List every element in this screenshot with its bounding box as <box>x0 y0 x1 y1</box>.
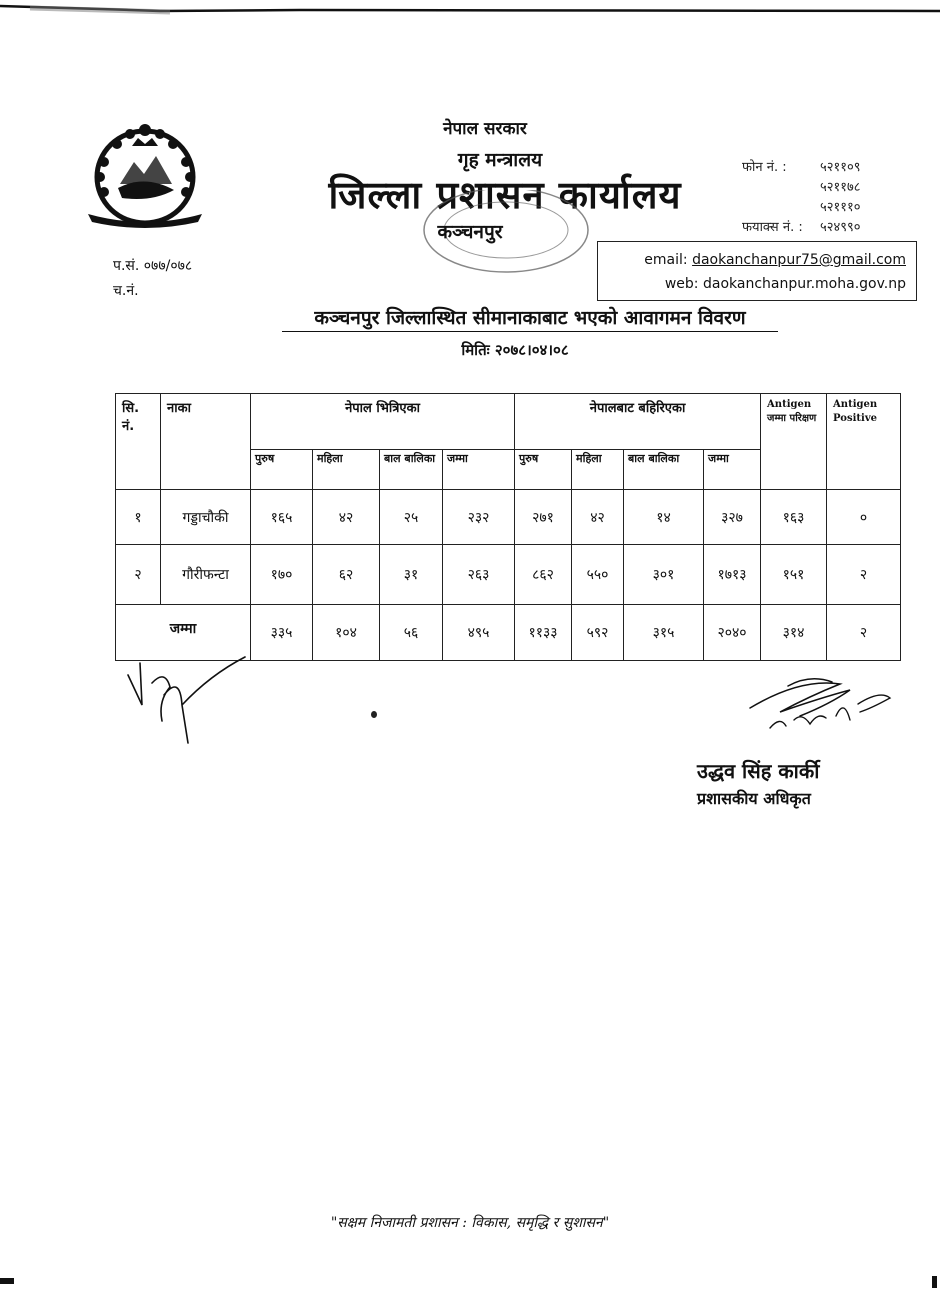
header-in-male: पुरुष <box>251 450 313 490</box>
header-out-female: महिला <box>572 450 624 490</box>
cell-in-female: ६२ <box>313 545 380 605</box>
email-line <box>644 252 906 268</box>
contact-info <box>742 158 861 238</box>
cell-in-female: ४२ <box>313 490 380 545</box>
cell-naka: गौरीफन्टा <box>161 545 251 605</box>
fax-row <box>742 218 861 238</box>
cell-in-children: २५ <box>380 490 443 545</box>
total-in-children: ५६ <box>380 605 443 661</box>
header-antigen-positive: Antigen Positive <box>827 394 901 490</box>
cell-antigen-positive: ० <box>827 490 901 545</box>
nepal-emblem-icon <box>82 122 208 228</box>
total-out-children: ३१५ <box>624 605 704 661</box>
cell-out-female: ४२ <box>572 490 624 545</box>
office-name: जिल्ला प्रशासन कार्यालय <box>328 172 682 217</box>
cell-in-total: २३२ <box>443 490 515 545</box>
total-antigen-total: ३१४ <box>761 605 827 661</box>
cell-naka: गड्डाचौकी <box>161 490 251 545</box>
handwritten-officer-signature <box>740 668 900 736</box>
ink-speck <box>371 711 377 718</box>
cell-out-children: ३०१ <box>624 545 704 605</box>
header-row <box>116 394 901 450</box>
total-in-male: ३३५ <box>251 605 313 661</box>
total-antigen-positive: २ <box>827 605 901 661</box>
cell-in-male: १६५ <box>251 490 313 545</box>
scan-edge-mark <box>0 1278 14 1284</box>
total-in-total: ४९५ <box>443 605 515 661</box>
cell-in-total: २६३ <box>443 545 515 605</box>
email-web-box <box>597 241 917 301</box>
header-sn: सि. नं. <box>116 394 161 490</box>
web-line <box>665 276 906 292</box>
dispatch-number: च.नं. <box>113 283 139 299</box>
cell-out-female: ५५० <box>572 545 624 605</box>
cell-in-male: १७० <box>251 545 313 605</box>
cell-out-total: १७१३ <box>704 545 761 605</box>
fiscal-year-reference: प.सं. ०७७/०७८ <box>113 258 193 274</box>
cell-out-male: ८६२ <box>515 545 572 605</box>
ministry-name: गृह मन्त्रालय <box>457 149 543 171</box>
cell-sn: १ <box>116 490 161 545</box>
phone-row <box>742 158 861 178</box>
fax-number: ५२४९९० <box>820 220 861 235</box>
phone-number: ५२११७८ <box>820 180 861 195</box>
scan-edge-rule <box>0 3 940 17</box>
footer-motto: "सक्षम निजामती प्रशासन : विकास, समृद्धि र सुशासन" <box>330 1215 610 1231</box>
cell-antigen-total: १६३ <box>761 490 827 545</box>
phone-number: ५२११०९ <box>820 160 861 175</box>
report-title: कञ्चनपुर जिल्लास्थित सीमानाकाबाट भएको आवागमन विवरण <box>282 304 778 332</box>
email-link[interactable]: daokanchanpur75@gmail.com <box>692 252 906 268</box>
fax-label: फयाक्स नं. : <box>742 220 803 235</box>
cell-antigen-total: १५१ <box>761 545 827 605</box>
email-label: email: <box>644 252 688 268</box>
total-out-female: ५९२ <box>572 605 624 661</box>
handwritten-initial-signature <box>120 655 250 750</box>
border-movement-table <box>115 393 901 661</box>
phone-row <box>742 198 861 218</box>
scan-edge-mark <box>932 1276 937 1288</box>
header-in-total: जम्मा <box>443 450 515 490</box>
table-row <box>116 490 901 545</box>
total-out-total: २०४० <box>704 605 761 661</box>
district-name: कञ्चनपुर <box>437 221 503 243</box>
officer-title: प्रशासकीय अधिकृत <box>697 789 811 808</box>
cell-out-children: १४ <box>624 490 704 545</box>
header-out-male: पुरुष <box>515 450 572 490</box>
cell-out-male: २७१ <box>515 490 572 545</box>
header-out-total: जम्मा <box>704 450 761 490</box>
web-label: web: <box>664 276 699 292</box>
header-antigen-total: Antigen जम्मा परिक्षण <box>761 394 827 490</box>
cell-sn: २ <box>116 545 161 605</box>
total-out-male: ११३३ <box>515 605 572 661</box>
phone-label: फोन नं. : <box>742 160 787 175</box>
phone-number: ५२१११० <box>820 200 861 215</box>
phone-row <box>742 178 861 198</box>
government-name: नेपाल सरकार <box>443 119 527 139</box>
header-in-children: बाल बालिका <box>380 450 443 490</box>
header-naka: नाका <box>161 394 251 490</box>
header-out-children: बाल बालिका <box>624 450 704 490</box>
report-date: मितिः २०७८।०४।०८ <box>461 341 569 359</box>
web-link[interactable]: daokanchanpur.moha.gov.np <box>702 276 906 292</box>
header-exited: नेपालबाट बहिरिएका <box>515 394 761 450</box>
total-label: जम्मा <box>116 605 251 661</box>
total-row <box>116 605 901 661</box>
table-row <box>116 545 901 605</box>
officer-name: उद्धव सिंह कार्की <box>697 759 820 783</box>
header-entered: नेपाल भित्रिएका <box>251 394 515 450</box>
header-in-female: महिला <box>313 450 380 490</box>
cell-out-total: ३२७ <box>704 490 761 545</box>
cell-in-children: ३१ <box>380 545 443 605</box>
cell-antigen-positive: २ <box>827 545 901 605</box>
total-in-female: १०४ <box>313 605 380 661</box>
